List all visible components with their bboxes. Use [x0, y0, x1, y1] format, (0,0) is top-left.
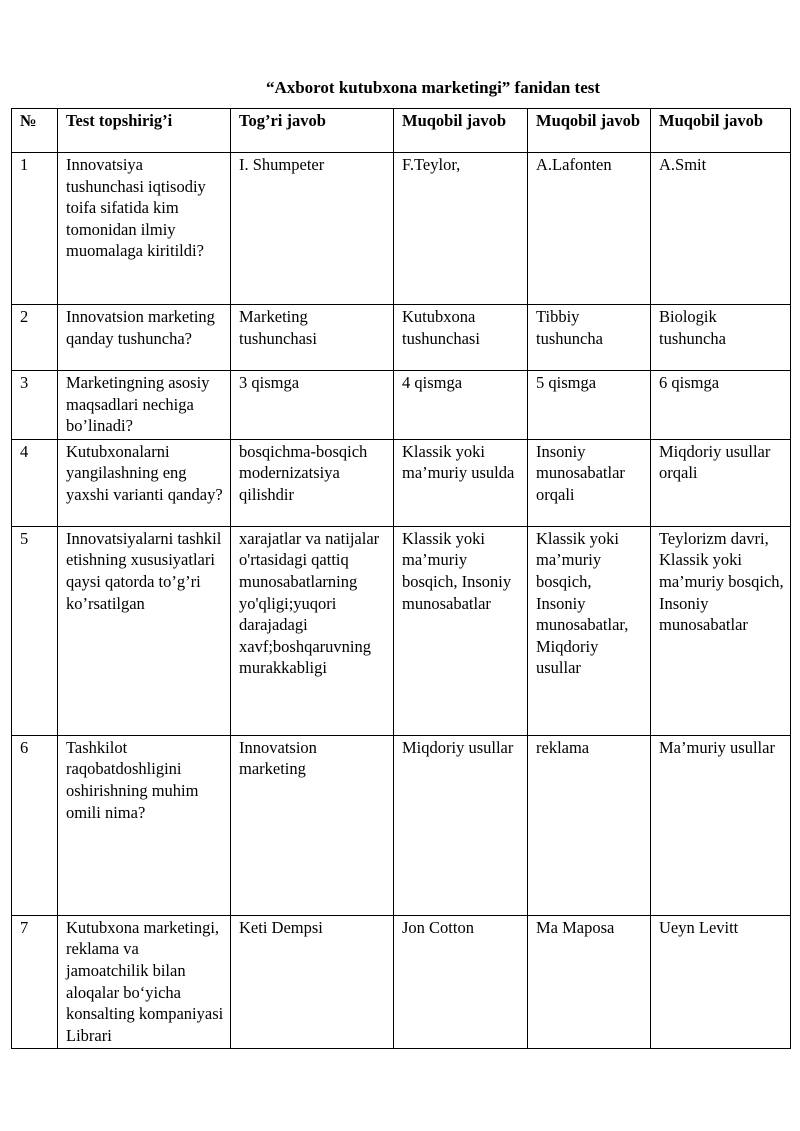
table-header-row [12, 109, 791, 153]
cell-question: Innovatsiya tushunchasi iqtisodiy toifa sifatida kim tomonidan ilmiy muomalaga kiritildi? [58, 153, 231, 305]
table-row [12, 526, 791, 735]
cell-alt-answer-1: Kutubxona tushunchasi [394, 305, 528, 371]
table-row [12, 439, 791, 526]
cell-alt-answer-1: Jon Cotton [394, 915, 528, 1049]
cell-alt-answer-1: 4 qismga [394, 371, 528, 440]
cell-correct-answer: Innovatsion marketing [231, 735, 394, 915]
cell-alt-answer-2: Klassik yoki ma’muriy bosqich, Insoniy munosabatlar, Miqdoriy usullar [528, 526, 651, 735]
cell-number: 6 [12, 735, 58, 915]
cell-question: Marketingning asosiy maqsadlari nechiga bo’linadi? [58, 371, 231, 440]
cell-correct-answer: bosqichma-bosqich modernizatsiya qilishdir [231, 439, 394, 526]
cell-correct-answer: 3 qismga [231, 371, 394, 440]
cell-alt-answer-2: reklama [528, 735, 651, 915]
cell-number: 3 [12, 371, 58, 440]
cell-number: 5 [12, 526, 58, 735]
header-alt-answer-3: Muqobil javob [651, 109, 791, 153]
cell-alt-answer-3: Biologik tushuncha [651, 305, 791, 371]
cell-question: Kutubxona marketingi, reklama va jamoatchilik bilan aloqalar bo‘yicha konsalting kompaniyasi Librari [58, 915, 231, 1049]
header-number: № [12, 109, 58, 153]
page-title: “Axborot kutubxona marketingi” fanidan test [265, 78, 601, 97]
table-row [12, 371, 791, 440]
cell-alt-answer-2: Insoniy munosabatlar orqali [528, 439, 651, 526]
table-row [12, 305, 791, 371]
cell-alt-answer-2: 5 qismga [528, 371, 651, 440]
cell-alt-answer-3: Teylorizm davri, Klassik yoki ma’muriy bosqich, Insoniy munosabatlar [651, 526, 791, 735]
cell-correct-answer: Keti Dempsi [231, 915, 394, 1049]
cell-alt-answer-1: F.Teylor, [394, 153, 528, 305]
cell-correct-answer: xarajatlar va natijalar o'rtasidagi qattiq munosabatlarning yo'qligi;yuqori darajadagi xavf;boshqaruvning murakkabligi [231, 526, 394, 735]
cell-alt-answer-2: A.Lafonten [528, 153, 651, 305]
cell-question: Innovatsion marketing qanday tushuncha? [58, 305, 231, 371]
header-question: Test topshirig’i [58, 109, 231, 153]
cell-alt-answer-1: Klassik yoki ma’muriy usulda [394, 439, 528, 526]
cell-alt-answer-2: Tibbiy tushuncha [528, 305, 651, 371]
cell-number: 2 [12, 305, 58, 371]
cell-alt-answer-3: A.Smit [651, 153, 791, 305]
cell-alt-answer-3: 6 qismga [651, 371, 791, 440]
header-alt-answer-2: Muqobil javob [528, 109, 651, 153]
table-row [12, 735, 791, 915]
cell-alt-answer-1: Miqdoriy usullar [394, 735, 528, 915]
cell-question: Kutubxonalarni yangilashning eng yaxshi varianti qanday? [58, 439, 231, 526]
cell-correct-answer: Marketing tushunchasi [231, 305, 394, 371]
cell-number: 1 [12, 153, 58, 305]
cell-alt-answer-3: Ueyn Levitt [651, 915, 791, 1049]
cell-question: Tashkilot raqobatdoshligini oshirishning muhim omili nima? [58, 735, 231, 915]
header-correct-answer: Tog’ri javob [231, 109, 394, 153]
cell-question: Innovatsiyalarni tashkil etishning xususiyatlari qaysi qatorda to’g’ri ko’rsatilgan [58, 526, 231, 735]
cell-alt-answer-3: Ma’muriy usullar [651, 735, 791, 915]
table-row [12, 915, 791, 1049]
table-row [12, 153, 791, 305]
cell-correct-answer: I. Shumpeter [231, 153, 394, 305]
cell-number: 7 [12, 915, 58, 1049]
cell-alt-answer-3: Miqdoriy usullar orqali [651, 439, 791, 526]
cell-number: 4 [12, 439, 58, 526]
test-table [11, 108, 791, 1049]
header-alt-answer-1: Muqobil javob [394, 109, 528, 153]
cell-alt-answer-2: Ma Maposa [528, 915, 651, 1049]
cell-alt-answer-1: Klassik yoki ma’muriy bosqich, Insoniy munosabatlar [394, 526, 528, 735]
